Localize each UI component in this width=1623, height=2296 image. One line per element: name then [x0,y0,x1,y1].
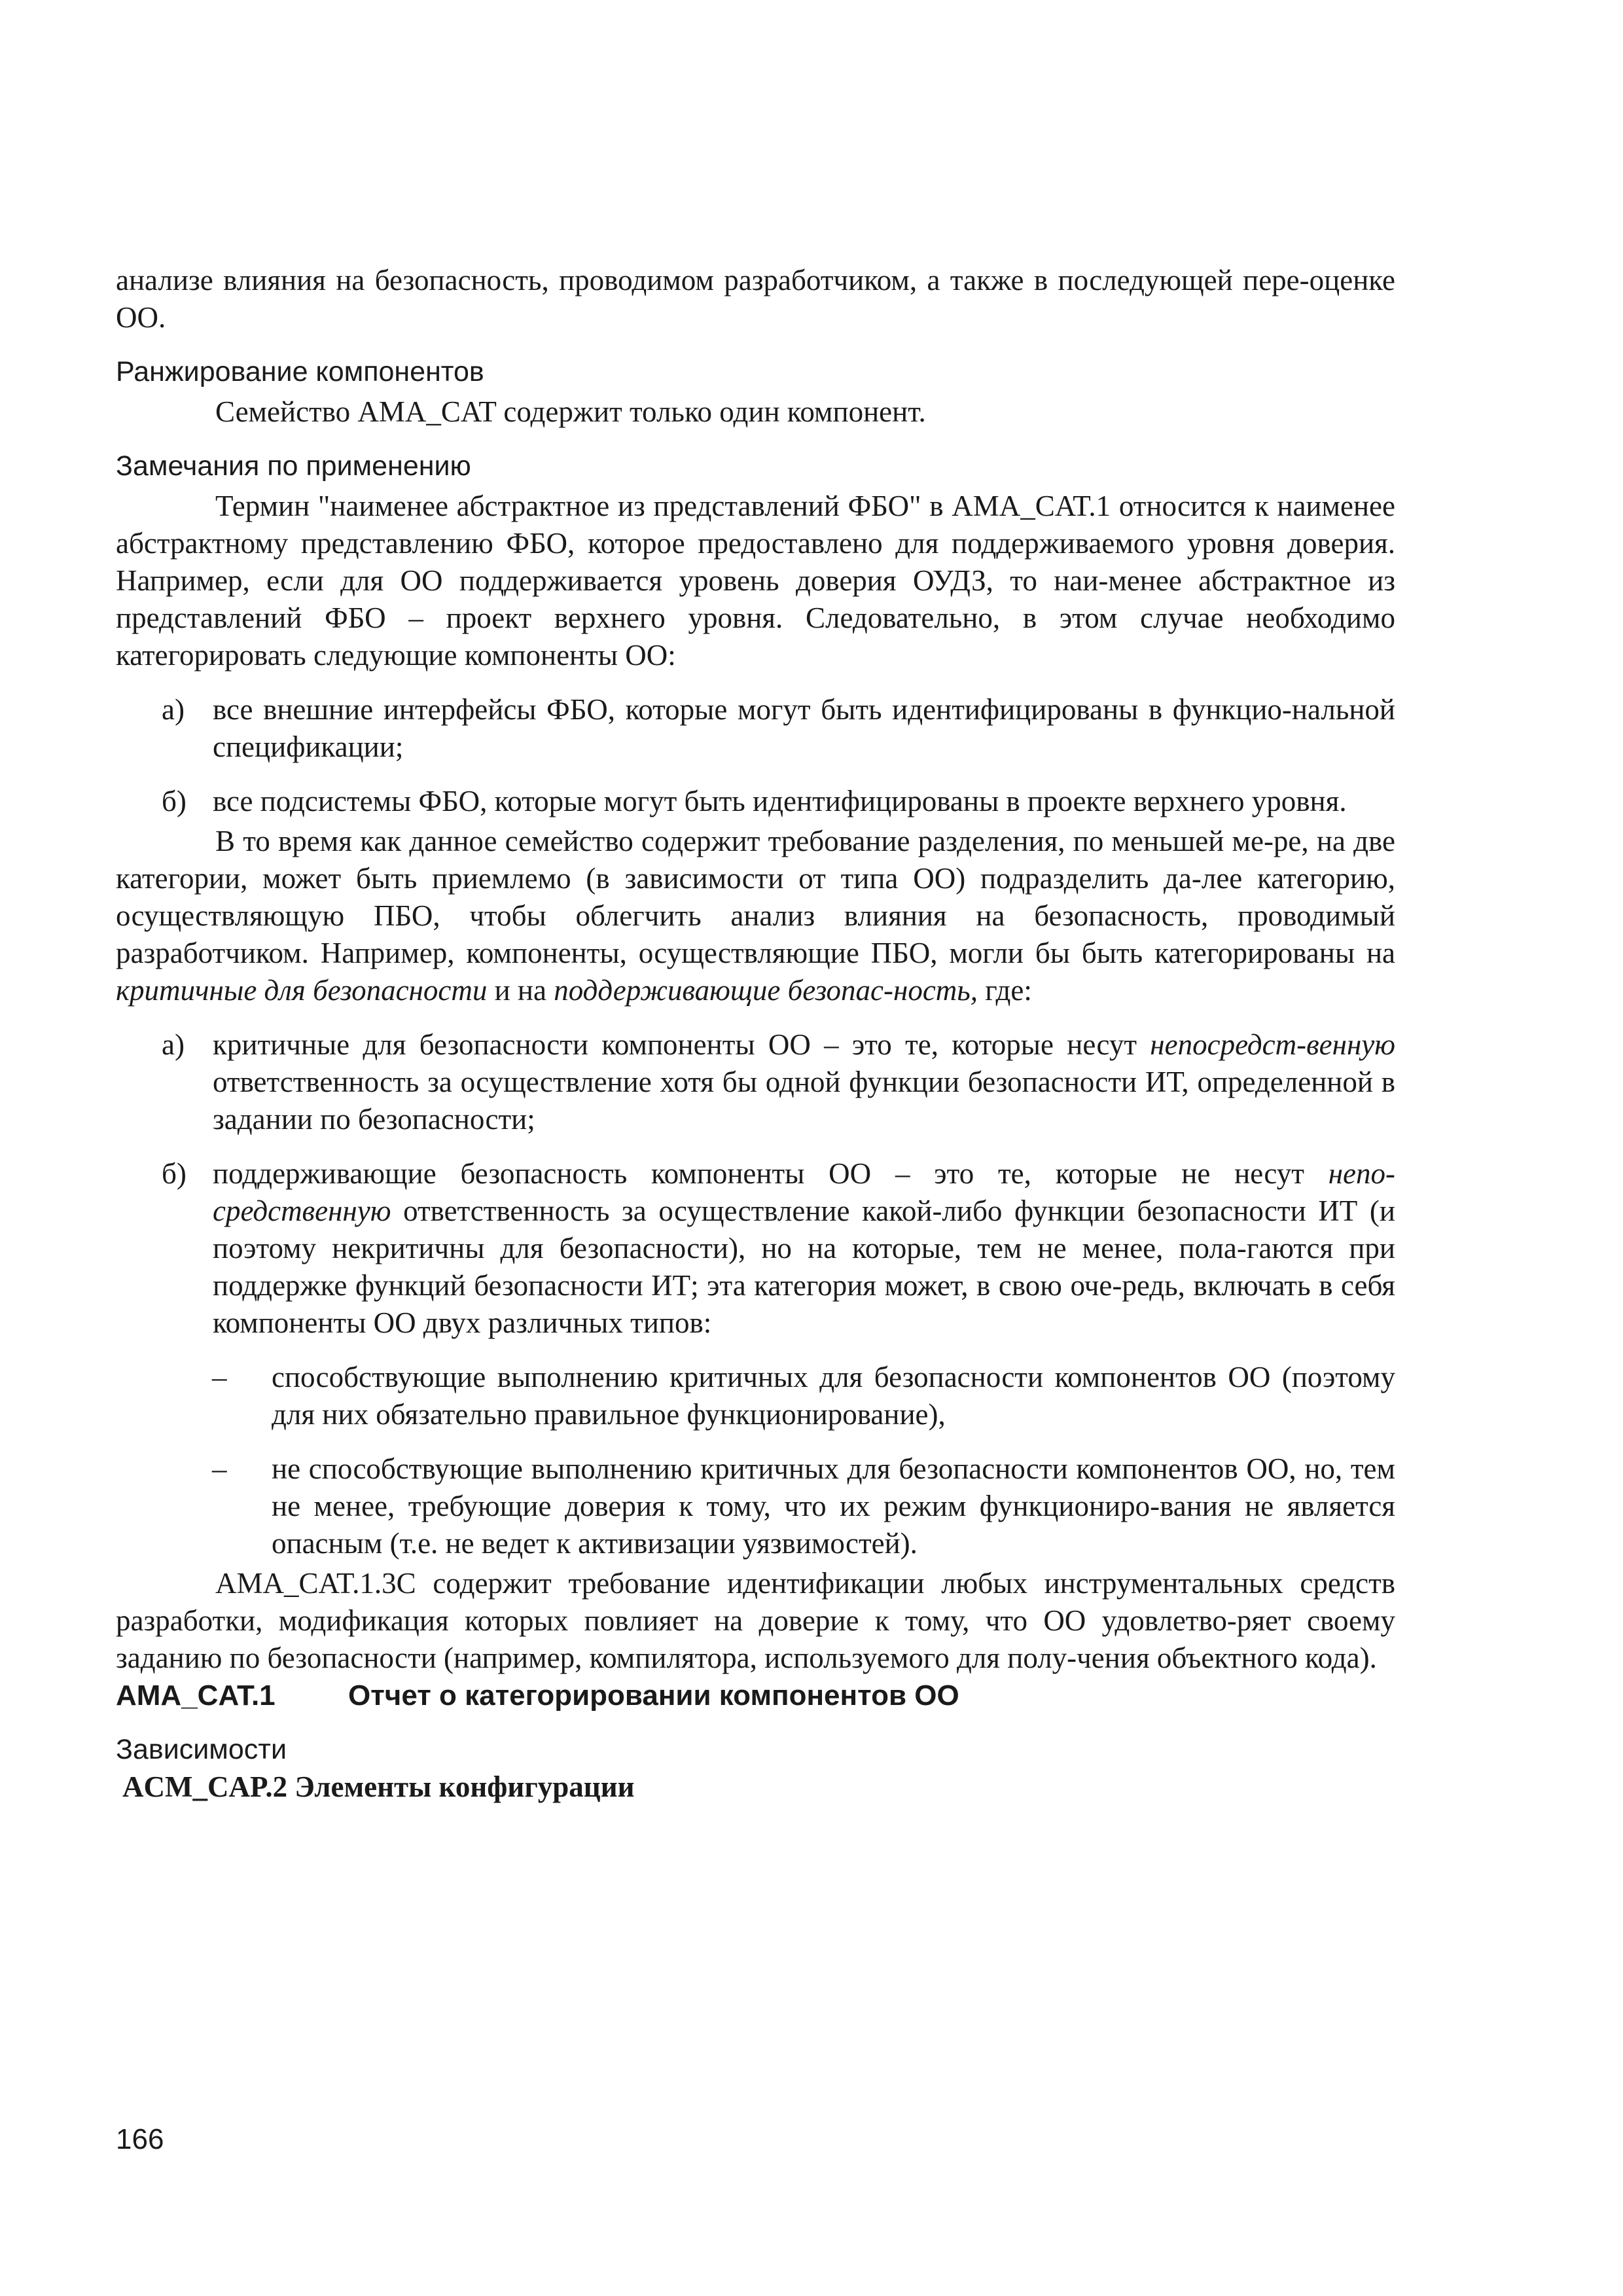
list-item-text: все подсистемы ФБО, которые могут быть идентифицированы в проекте верхнего уровня. [213,785,1347,817]
component-code: AMA_CAT.1 [116,1679,276,1712]
family-text-c: где: [978,974,1032,1007]
family-italic-critical: критичные для безопасности [116,974,488,1007]
list-item-text-b: ответственность за осуществление хотя бы одной функции безопасности ИТ, определенной в задании по безопасности; [213,1066,1395,1136]
heading-dependencies: Зависимости [116,1734,287,1765]
component-heading [116,1677,1395,1714]
family-text-a: В то время как данное семейство содержит требование разделения, по меньшей ме-ре, на две категории, может быть приемлемо (в зависимости от типа ОО) подразделить да-лее категорию, осуществляющую ПБО, чтобы облегчить анализ влияния на безопасность, проводимый разработчиком. Например, компоненты, осуществляющие ПБО, могли бы быть категорированы на [116,825,1395,969]
list-item [116,1026,1395,1138]
list-marker: а) [162,1028,185,1061]
tools-paragraph: AMA_CAT.1.3C содержит требование идентификации любых инструментальных средств разработки, модификация которых повлияет на доверие к тому, что ОО удовлетво-ряет своему заданию по безопасности (например, компилятора, используемого для полу-чения объектного кода). [116,1567,1395,1674]
list-marker: а) [162,693,185,726]
list-item-text: все внешние интерфейсы ФБО, которые могут быть идентифицированы в функцио-нальной спецификации; [213,693,1395,763]
list-item-italic: непо-средственную [213,1157,1395,1227]
dash-item-text: не способствующие выполнению критичных для безопасности компонентов ОО, но, тем не менее, требующие доверия к тому, что их режим функциониро-вания не является опасным (т.е. не ведет к активизации уязвимостей). [272,1452,1395,1560]
document-page [116,262,1395,1806]
list-item [116,1155,1395,1342]
page-number: 166 [116,2123,164,2155]
list-item [116,783,1395,820]
family-text-b: и на [487,974,554,1007]
dash-marker: – [212,1452,227,1485]
family-paragraph [116,823,1395,1009]
list-marker: б) [162,1157,187,1190]
family-italic-supporting: поддерживающие безопас-ность, [554,974,978,1007]
dependencies-value: ACM_CAP.2 Элементы конфигурации [122,1770,635,1803]
dash-item-text: способствующие выполнению критичных для безопасности компонентов ОО (поэтому для них обязательно правильное функционирование), [272,1361,1395,1431]
term-paragraph: Термин "наименее абстрактное из представлений ФБО" в AMA_CAT.1 относится к наименее абстрактному представлению ФБО, которое предоставлено для поддерживаемого уровня доверия. Например, если для ОО поддерживается уровень доверия ОУДЗ, то наи-менее абстрактное из представлений ФБО – проект верхнего уровня. Следовательно, в этом случае необходимо категорировать следующие компоненты ОО: [116,490,1395,672]
list-item [116,691,1395,766]
list-item-italic: непосредст-венную [1150,1028,1395,1061]
list-marker: б) [162,785,187,817]
dash-list-item [116,1450,1395,1562]
list-item-text-a: поддерживающие безопасность компоненты ОО – это те, которые не несут [213,1157,1329,1190]
dash-list-item [116,1359,1395,1433]
dash-marker: – [212,1361,227,1393]
list-item-text-a: критичные для безопасности компоненты ОО – это те, которые несут [213,1028,1150,1061]
heading-ranking: Ранжирование компонентов [116,356,484,387]
component-title: Отчет о категорировании компонентов ОО [348,1679,959,1712]
list-item-text-b: ответственность за осуществление какой-либо функции безопасности ИТ (и поэтому некритичны для безопасности), но на которые, тем не менее, пола-гаются при поддержке функций безопасности ИТ; эта категория может, в свою оче-редь, включать в себя компоненты ОО двух различных типов: [213,1194,1395,1339]
intro-paragraph: анализе влияния на безопасность, проводимом разработчиком, а также в последующей пере-оценке ОО. [116,264,1395,334]
heading-application-notes: Замечания по применению [116,450,471,482]
ranking-paragraph: Семейство AMA_CAT содержит только один компонент. [215,395,926,428]
